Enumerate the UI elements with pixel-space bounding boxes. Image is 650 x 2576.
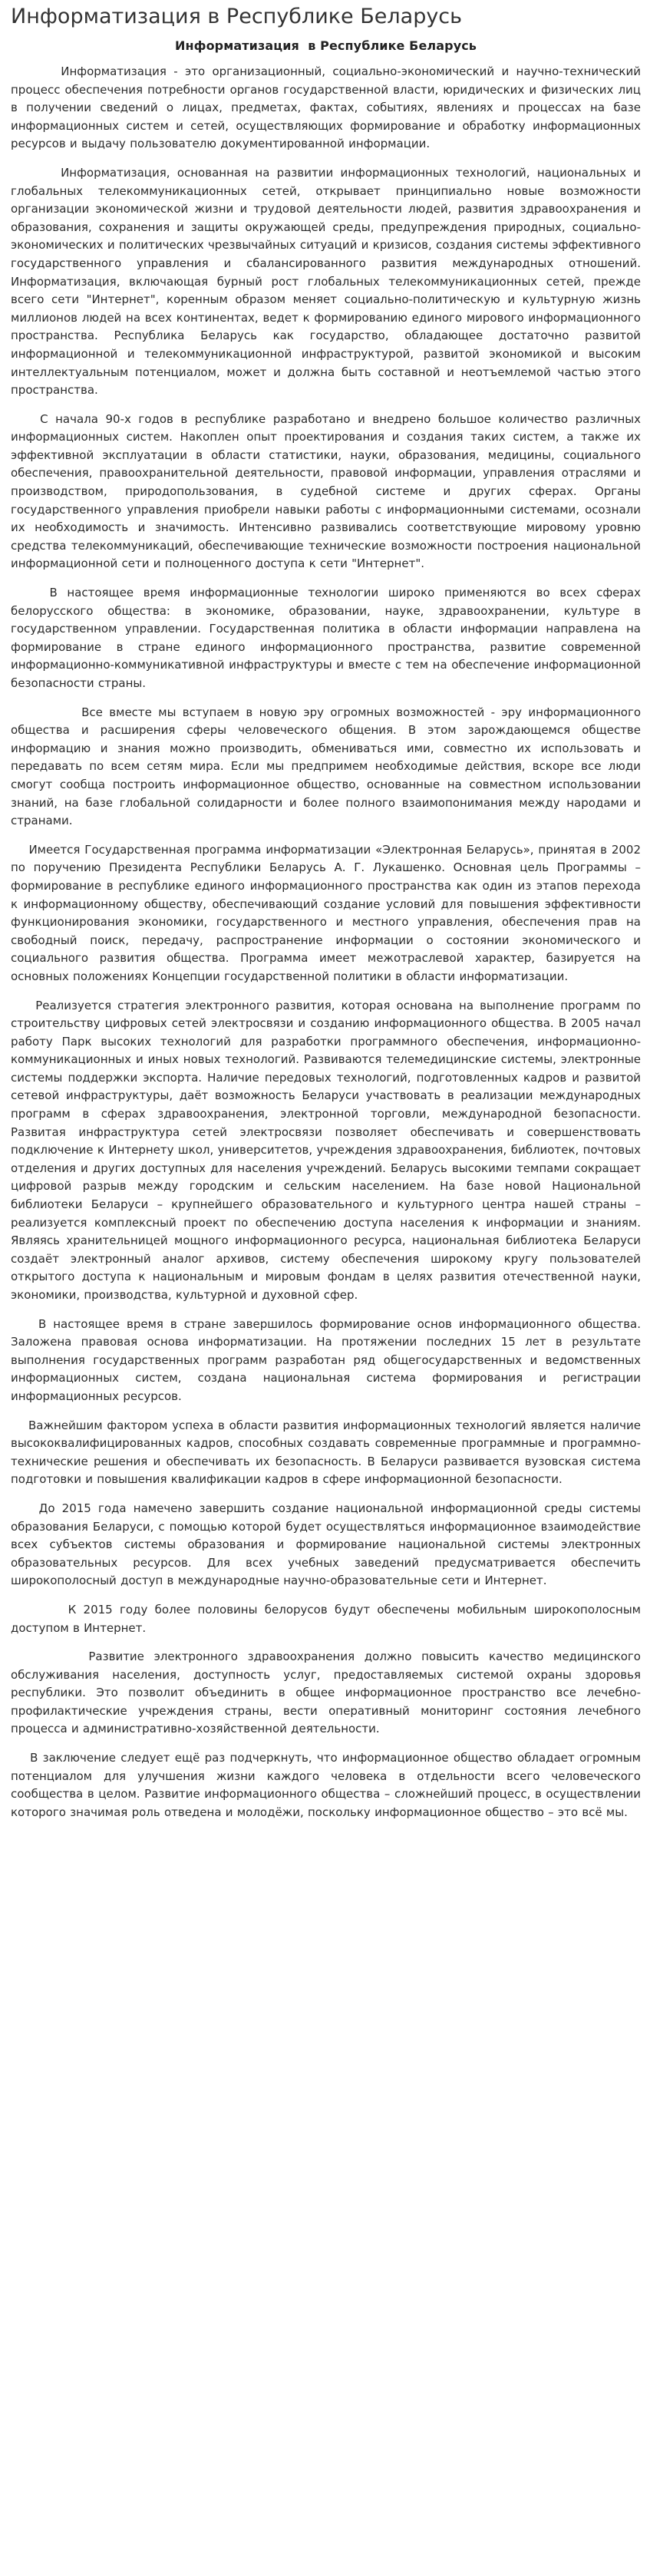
article: [11, 37, 645, 1821]
paragraph-present: В настоящее время информационные технологии широко применяются во всех сферах белорусского общества: в экономике, образовании, науке, здравоохранении, культуре в государственном управлении. Государственная политика в области информации направлена на формирование в стране единого информационного пространства, развитие современной информационно-коммуникативной инфраструктуры и вместе с тем на обеспечение информационной безопасности страны.: [11, 586, 645, 690]
paragraph-strategy: Реализуется стратегия электронного развития, которая основана на выполнение программ по строительству цифровых сетей электросвязи и созданию информационного общества. В 2005 начал работу Парк высоких технологий для разработки программного обеспечения, информационно-коммуникационных и иных новых технологий. Развиваются телемедицинские системы, электронные системы поддержки экспорта. Наличие передовых технологий, подготовленных кадров и развитой сетевой инфраструктуры, даёт возможность Беларуси участвовать в реализации международных программ в сферах здравоохранения, электронной торговли, международной безопасности. Развитая инфраструктура сетей электросвязи позволяет обеспечивать и совершенствовать подключение к Интернету школ, университетов, учреждения здравоохранения, библиотек, почтовых отделения и других доступных для населения учреждений. Беларусь высокими темпами сокращает цифровой разрыв между городским и сельским населением. На базе новой Национальной библиотеки Беларуси – крупнейшего образовательного и культурного центра нашей страны – реализуется комплексный проект по обеспечению доступа населения к информации и знаниям. Являясь хранительницей мощного информационного ресурса, национальная библиотека Беларуси создаёт электронный аналог архивов, систему обеспечения широкому кругу пользователей открытого доступа к национальным и мировым фондам в целях развития отечественной науки, экономики, производства, культурной и духовной сфер.: [11, 998, 645, 1302]
page-title: Информатизация в Республике Беларусь: [11, 5, 463, 28]
paragraph-history: С начала 90-х годов в республике разработано и внедрено большое количество различных информационных систем. Накоплен опыт проектирования и создания таких систем, а также их эффективной эксплуатации в области статистики, науки, образования, медицины, социального обеспечения, правоохранительной деятельности, правовой информации, управления отраслями и производством, природопользования, в судебной системе и других сферах. Органы государственного управления приобрели навыки работы с информационными системами, осознали их необходимость и значимость. Интенсивно развивались соответствующие мировому уровню средства телекоммуникаций, обеспечивающие технические возможности построения национальной информационной сети и полноценного доступа к сети "Интернет".: [11, 411, 645, 571]
paragraph-mobile: К 2015 году более половины белорусов будут обеспечены мобильным широкополосным доступом в Интернет.: [11, 1602, 645, 1635]
paragraph-education: До 2015 года намечено завершить создание национальной информационной среды системы образования Беларуси, с помощью которой будет осуществляться информационное взаимодействие всех субъектов системы образования и формирование национальной системы электронных образовательных ресурсов. Для всех учебных заведений предусматривается обеспечить широкополосный доступ в международные научно-образовательные сети и Интернет.: [11, 1501, 645, 1588]
paragraph-personnel: Важнейшим фактором успеха в области развития информационных технологий является наличие высококвалифицированных кадров, способных создавать современные программные и программно-технические решения и обеспечивать их безопасность. В Беларуси развивается вузовская система подготовки и повышения квалификации кадров в сфере информационной безопасности.: [11, 1418, 645, 1487]
article-title: Информатизация в Республике Беларусь: [174, 38, 477, 53]
paragraph-definition: Информатизация - это организационный, социально-экономический и научно-технический процесс обеспечения потребности органов государственной власти, юридических и физических лиц в получении сведений о лицах, предметах, фактах, событиях, явлениях и процессах на базе информационных систем и сетей, осуществляющих формирование и обработку информационных ресурсов и выдачу пользователю документированной информации.: [11, 64, 645, 151]
paragraph-health: Развитие электронного здравоохранения должно повысить качество медицинского обслуживания населения, доступность услуг, предоставляемых системой охраны здоровья республики. Это позволит объединить в общее информационное пространство все лечебно-профилактические учреждения страны, вести оперативный мониторинг состояния лечебного процесса и административно-хозяйственной деятельности.: [11, 1650, 645, 1736]
paragraph-foundations: В настоящее время в стране завершилось формирование основ информационного общества. Заложена правовая основа информатизации. На протяжении последних 15 лет в результате выполнения государственных программ разработан ряд общегосударственных и ведомственных информационных систем, создана национальная система формирования и регистрации информационных ресурсов.: [11, 1316, 645, 1403]
paragraph-new-era: Все вместе мы вступаем в новую эру огромных возможностей - эру информационного общества и расширения сферы человеческого общения. В этом зарождающемся обществе информацию и знания можно производить, обмениваться ими, совместно их использовать и передавать по всем сетям мира. Если мы предпримем необходимые действия, вскоре все люди смогут сообща построить информационное общество, основанные на совместном использовании знаний, на базе глобальной солидарности и более полного взаимопонимания между народами и странами.: [11, 705, 645, 828]
paragraph-opportunities: Информатизация, основанная на развитии информационных технологий, национальных и глобальных телекоммуникационных сетей, открывает принципиально новые возможности организации экономической жизни и трудовой деятельности людей, развития здравоохранения и образования, сохранения и защиты окружающей среды, предупреждения природных, социально-экономических и политических чрезвычайных ситуаций и кризисов, создания системы эффективного государственного управления и сбалансированного развития международных отношений. Информатизация, включающая бурный рост глобальных телекоммуникационных сетей, прежде всего сети "Интернет", коренным образом меняет социально-политическую и культурную жизнь миллионов людей на всех континентах, ведет к формированию единого мирового информационного пространства. Республика Беларусь как государство, обладающее достаточно развитой информационной и телекоммуникационной инфраструктурой, развитой экономикой и высоким интеллектуальным потенциалом, может и должна быть составной и неотъемлемой частью этого пространства.: [11, 165, 645, 398]
paragraph-conclusion: В заключение следует ещё раз подчеркнуть, что информационное общество обладает огромным потенциалом для улучшения жизни каждого человека в отдельности всего человеческого сообщества в целом. Развитие информационного общества – сложнейший процесс, в осуществлении которого значимая роль отведена и молодёжи, поскольку информационное общество – это всё мы.: [11, 1751, 645, 1819]
paragraph-program: Имеется Государственная программа информатизации «Электронная Беларусь», принятая в 2002 по поручению Президента Республики Беларусь А. Г. Лукашенко. Основная цель Программы – формирование в республике единого информационного пространства как один из этапов перехода к информационному обществу, обеспечивающий создание условий для повышения эффективности функционирования экономики, государственного и местного управления, обеспечения прав на свободный поиск, передачу, распространение информации о состоянии экономического и социального развития общества. Программа имеет межотраслевой характер, базируется на основных положениях Концепции государственной политики в области информатизации.: [11, 842, 645, 983]
